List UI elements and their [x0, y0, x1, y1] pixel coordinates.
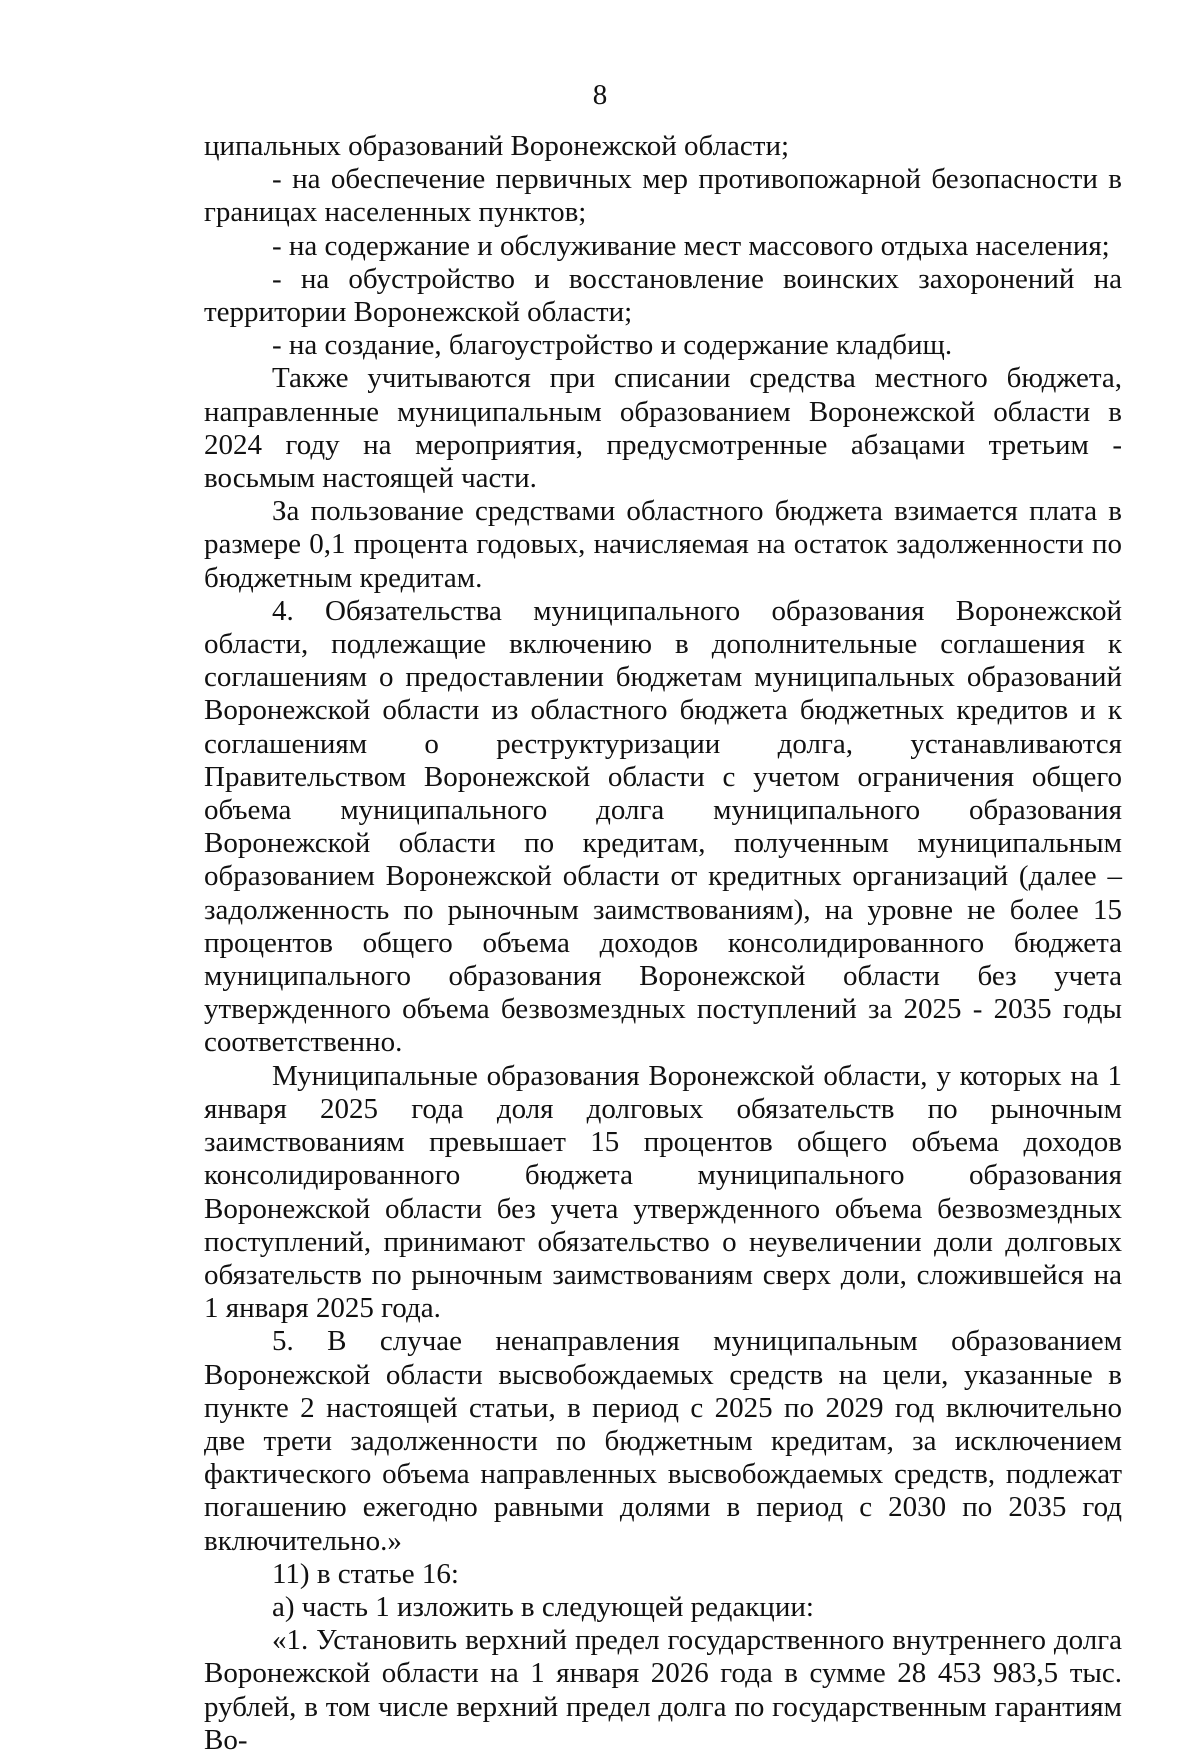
paragraph: За пользование средствами областного бюджета взимается плата в размере 0,1 процента годовых, начисляемая на остаток задолженности по бюджетным кредитам. — [204, 495, 1122, 594]
paragraph-quoted-item-1: «1. Установить верхний предел государственного внутреннего долга Воронежской области на 1 января 2026 года в сумме 28 453 983,5 тыс. рублей, в том числе верхний предел долга по государственным гарантиям Во- — [204, 1624, 1122, 1756]
paragraph-subitem-a: а) часть 1 изложить в следующей редакции: — [272, 1590, 814, 1623]
list-item: - на обустройство и восстановление воинских захоронений на территории Воронежской области; — [204, 262, 1122, 329]
paragraph-item-4: 4. Обязательства муниципального образования Воронежской области, подлежащие включению в дополнительные соглашения к соглашениям о предоставлении бюджетам муниципальных образований Воронежской области из областного бюджета бюджетных кредитов и к соглашениям о реструктуризации долга, устанавливаются Правительством Воронежской области с учетом ограничения общего объема муниципального долга муниципального образования Воронежской области по кредитам, полученным муниципальным образованием Воронежской области от кредитных организаций (далее – задолженность по рыночным заимствованиям), на уровне не более 15 процентов общего объема доходов консолидированного бюджета муниципального образования Воронежской области без учета утвержденного объема безвозмездных поступлений за 2025 - 2035 годы соответственно. — [204, 594, 1122, 1059]
document-body — [204, 130, 1122, 1757]
paragraph: Муниципальные образования Воронежской области, у которых на 1 января 2025 года доля долговых обязательств по рыночным заимствованиям превышает 15 процентов общего объема доходов консолидированного бюджета муниципального образования Воронежской области без учета утвержденного объема безвозмездных поступлений, принимают обязательство о неувеличении доли долговых обязательств по рыночным заимствованиям сверх доли, сложившейся на 1 января 2025 года. — [204, 1059, 1122, 1325]
list-item: - на содержание и обслуживание мест массового отдыха населения; — [272, 229, 1110, 262]
paragraph: ципальных образований Воронежской области; — [204, 130, 790, 162]
list-item: - на обеспечение первичных мер противопожарной безопасности в границах населенных пунктов; — [204, 163, 1122, 229]
page-number: 8 — [592, 79, 608, 111]
paragraph: Также учитываются при списании средства местного бюджета, направленные муниципальным образованием Воронежской области в 2024 году на мероприятия, предусмотренные абзацами третьим - восьмым настоящей части. — [204, 362, 1122, 495]
paragraph-item-5: 5. В случае ненаправления муниципальным образованием Воронежской области высвобождаемых средств на цели, указанные в пункте 2 настоящей статьи, в период с 2025 по 2029 год включительно две трети задолженности по бюджетным кредитам, за исключением фактического объема направленных высвобождаемых средств, подлежат погашению ежегодно равными долями в период с 2030 по 2035 год включительно.» — [204, 1325, 1122, 1557]
paragraph-item-11: 11) в статье 16: — [272, 1557, 459, 1590]
list-item: - на создание, благоустройство и содержание кладбищ. — [272, 329, 953, 362]
